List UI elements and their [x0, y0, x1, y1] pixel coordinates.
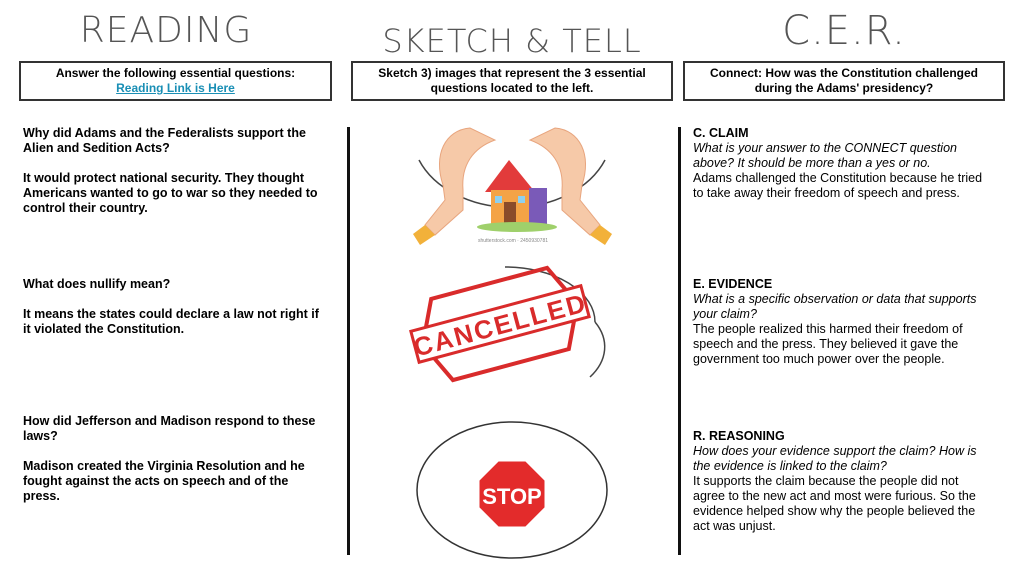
house-door-icon: [504, 202, 516, 224]
column-divider-right: [678, 127, 681, 555]
question-text: What does nullify mean?: [23, 277, 171, 291]
answer-text: It means the states could declare a law not right if it violated the Constitution.: [23, 307, 319, 336]
claim-answer: Adams challenged the Constitution because he tried to take away their freedom of speech and press.: [693, 171, 983, 200]
stamp-text: CANCELLED: [410, 287, 591, 363]
answer-text: Madison created the Virginia Resolution and he fought against the acts on speech and of the press.: [23, 459, 305, 503]
evidence-prompt: What is a specific observation or data that supports your claim?: [693, 292, 977, 321]
column-divider-left: [347, 127, 350, 555]
question-text: How did Jefferson and Madison respond to these laws?: [23, 414, 316, 443]
claim-heading: C. CLAIM: [693, 126, 749, 140]
question-block-2: [23, 277, 328, 352]
cancelled-stamp-image: [400, 262, 615, 387]
connect-prompt: Connect: How was the Constitution challenged during the Adams' presidency?: [709, 66, 978, 95]
house-window-icon: [518, 196, 525, 203]
reading-title: READING: [79, 10, 253, 51]
reasoning-answer: It supports the claim because the people did not agree to the new act and most were furious. So the evidence helped show why the people believed the act was unjust.: [693, 474, 976, 533]
question-block-3: [23, 414, 328, 519]
reasoning-section: [693, 429, 993, 534]
sketch-prompt-box: [351, 61, 673, 101]
reasoning-prompt: How does your evidence support the claim? How is the evidence is linked to the claim?: [693, 444, 977, 473]
house-roof-icon: [485, 160, 535, 192]
evidence-answer: The people realized this harmed their freedom of speech and the press. They believed it gave the government too much power over the people.: [693, 322, 963, 366]
sketch-circle-right: [590, 322, 605, 377]
evidence-section: [693, 277, 993, 367]
answer-text: It would protect national security. They thought Americans wanted to go to war so they needed to control their country.: [23, 171, 318, 215]
house-window-icon: [495, 196, 502, 203]
reasoning-heading: R. REASONING: [693, 429, 785, 443]
claim-prompt: What is your answer to the CONNECT question above? It should be more than a yes or no.: [693, 141, 957, 170]
question-text: Why did Adams and the Federalists support the Alien and Sedition Acts?: [23, 126, 306, 155]
reading-prompt-box: [19, 61, 332, 101]
stop-text: STOP: [482, 484, 542, 509]
sketch-prompt: Sketch 3) images that represent the 3 essential questions located to the left.: [378, 66, 646, 95]
reading-link[interactable]: Reading Link is Here: [116, 81, 235, 95]
image-caption: shutterstock.com · 2450930781: [477, 238, 549, 244]
house-side-icon: [529, 188, 547, 224]
sketch-title: SKETCH & TELL: [382, 22, 642, 60]
question-block-1: [23, 126, 328, 231]
stop-sign-image: [412, 418, 612, 563]
reading-prompt: Answer the following essential questions:: [55, 66, 296, 80]
connect-prompt-box: [683, 61, 1005, 101]
cer-title: C.E.R.: [782, 8, 906, 54]
grass-icon: [477, 222, 557, 232]
house-protection-image: [405, 110, 620, 265]
evidence-heading: E. EVIDENCE: [693, 277, 773, 291]
claim-section: [693, 126, 993, 201]
